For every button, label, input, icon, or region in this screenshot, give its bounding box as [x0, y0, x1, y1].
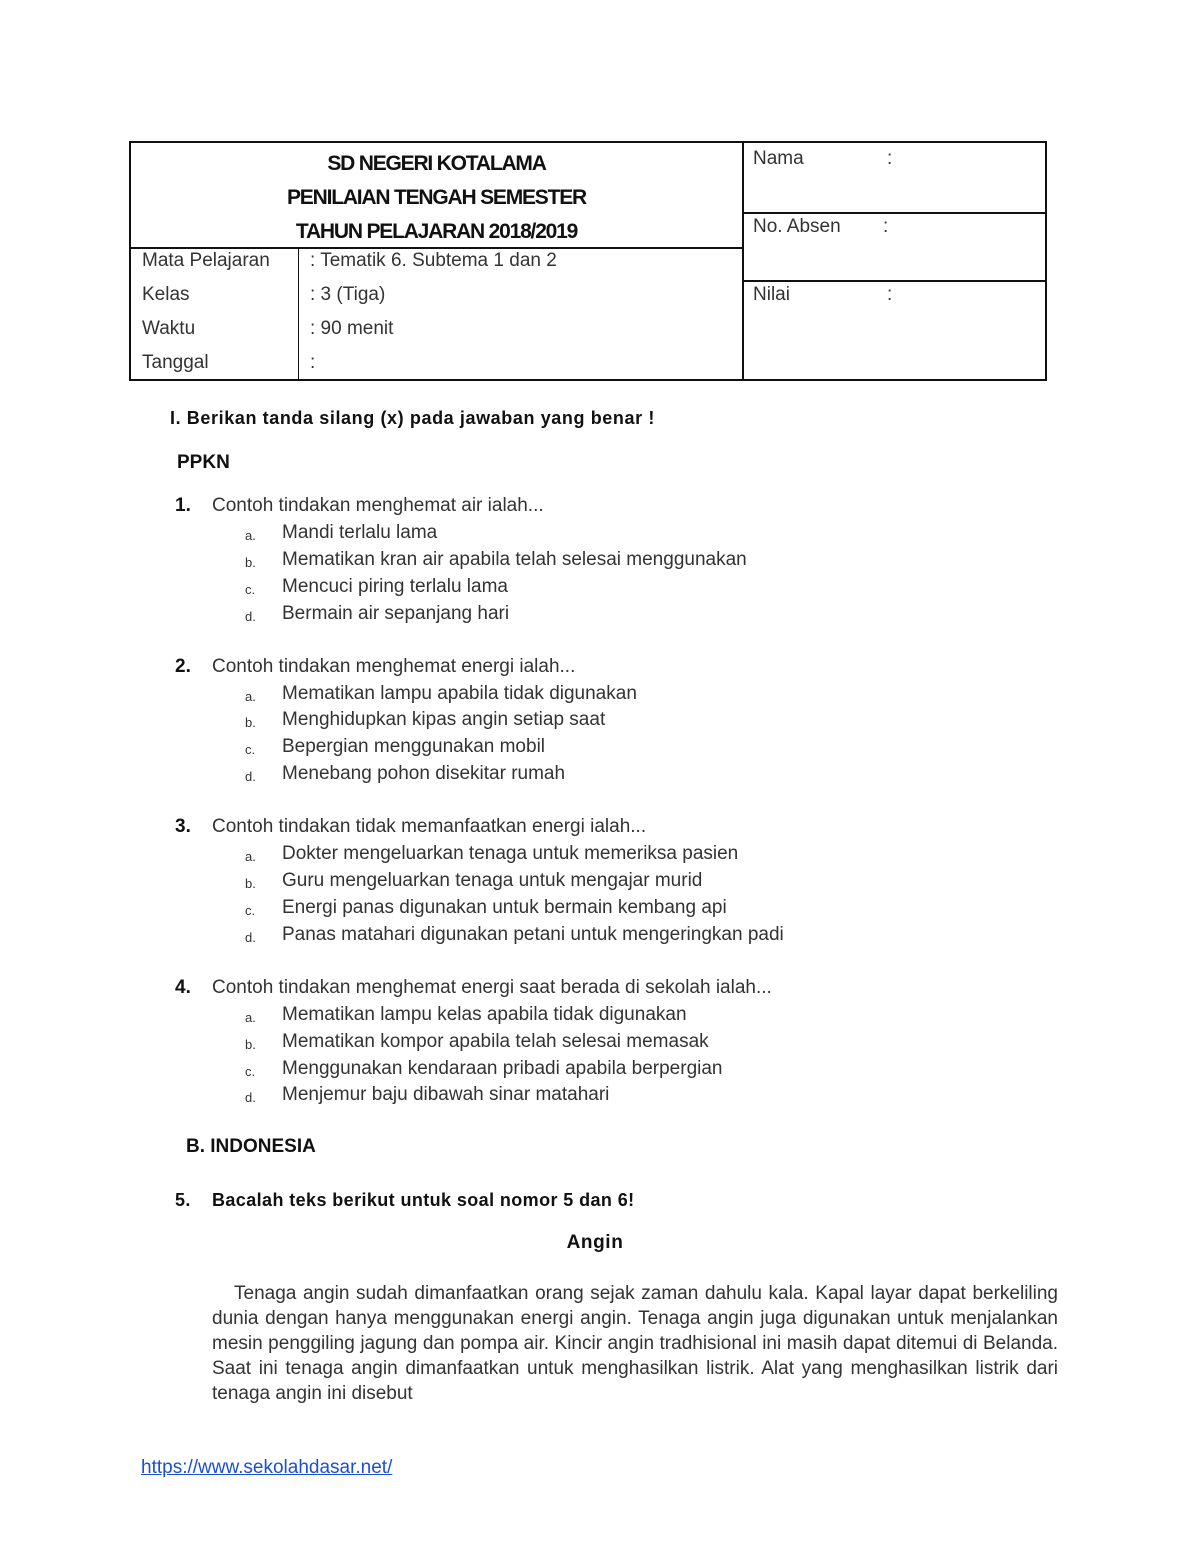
- school-title: [131, 147, 742, 249]
- option-text: Mematikan kran air apabila telah selesai menggunakan: [282, 549, 747, 570]
- option-letter: a.: [245, 849, 256, 864]
- table-divider: [298, 248, 299, 379]
- option-text: Bermain air sepanjang hari: [282, 603, 510, 624]
- question-number: 3.: [175, 816, 191, 837]
- school-name: SD NEGERI KOTALAMA: [327, 152, 546, 175]
- option-letter: b.: [245, 1037, 256, 1052]
- question-number: 4.: [175, 977, 191, 998]
- score-field-label: Nilai: [753, 284, 790, 305]
- option-text: Bepergian menggunakan mobil: [282, 736, 546, 757]
- name-field-colon: :: [887, 148, 893, 169]
- name-field-label: Nama: [753, 148, 804, 169]
- question-text: Contoh tindakan menghemat energi ialah...: [212, 656, 576, 677]
- option-text: Dokter mengeluarkan tenaga untuk memeriksa pasien: [282, 843, 739, 864]
- option-letter: b.: [245, 876, 256, 891]
- header-table: [129, 141, 1047, 381]
- option-letter: a.: [245, 1010, 256, 1025]
- info-value-time: : 90 menit: [310, 318, 394, 339]
- option-text: Energi panas digunakan untuk bermain kembang api: [282, 897, 727, 918]
- option-letter: c.: [245, 742, 256, 757]
- info-value-subject: : Tematik 6. Subtema 1 dan 2: [310, 250, 557, 271]
- info-label-class: Kelas: [142, 284, 190, 305]
- option-text: Menghidupkan kipas angin setiap saat: [282, 709, 606, 730]
- option-letter: a.: [245, 528, 256, 543]
- option-text: Guru mengeluarkan tenaga untuk mengajar murid: [282, 870, 703, 891]
- option-letter: b.: [245, 715, 256, 730]
- option-text: Menebang pohon disekitar rumah: [282, 763, 566, 784]
- academic-year: TAHUN PELAJARAN 2018/2019: [295, 220, 578, 243]
- option-text: Mematikan kompor apabila telah selesai memasak: [282, 1031, 709, 1052]
- footer-link[interactable]: https://www.sekolahdasar.net/: [141, 1457, 393, 1478]
- option-letter: c.: [245, 1064, 256, 1079]
- question-number: 5.: [175, 1190, 191, 1210]
- question-text: Contoh tindakan menghemat air ialah...: [212, 495, 544, 516]
- question-text: Bacalah teks berikut untuk soal nomor 5 dan 6!: [212, 1190, 635, 1210]
- section-heading-ppkn: PPKN: [177, 452, 230, 473]
- info-value-class: : 3 (Tiga): [310, 284, 386, 305]
- option-text: Menggunakan kendaraan pribadi apabila berpergian: [282, 1058, 723, 1079]
- option-text: Mencuci piring terlalu lama: [282, 576, 508, 597]
- option-letter: d.: [245, 930, 256, 945]
- option-text: Mematikan lampu kelas apabila tidak digunakan: [282, 1004, 687, 1025]
- instruction: I. Berikan tanda silang (x) pada jawaban yang benar !: [170, 408, 655, 428]
- question-number: 2.: [175, 656, 191, 677]
- option-text: Menjemur baju dibawah sinar matahari: [282, 1084, 610, 1105]
- info-label-date: Tanggal: [142, 352, 209, 373]
- option-letter: d.: [245, 609, 256, 624]
- option-letter: d.: [245, 1090, 256, 1105]
- question-text: Contoh tindakan tidak memanfaatkan energi ialah...: [212, 816, 647, 837]
- exam-name: PENILAIAN TENGAH SEMESTER: [286, 186, 587, 209]
- reading-title: Angin: [566, 1232, 624, 1253]
- option-text: Mematikan lampu apabila tidak digunakan: [282, 683, 637, 704]
- option-letter: a.: [245, 689, 256, 704]
- info-label-subject: Mata Pelajaran: [142, 250, 270, 271]
- table-divider: [742, 143, 744, 379]
- option-text: Panas matahari digunakan petani untuk mengeringkan padi: [282, 924, 784, 945]
- score-field-colon: :: [887, 284, 893, 305]
- info-value-date: :: [310, 352, 316, 373]
- absen-field-colon: :: [883, 216, 889, 237]
- absen-field-label: No. Absen: [753, 216, 841, 237]
- reading-paragraph: Tenaga angin sudah dimanfaatkan orang sejak zaman dahulu kala. Kapal layar dapat berkeliling dunia dengan hanya menggunakan energi angin. Tenaga angin juga digunakan untuk menjalankan mesin penggiling jagung dan pompa air. Kincir angin tradhisional ini masih dapat ditemui di Belanda. Saat ini tenaga angin dimanfaatkan untuk menghasilkan listrik. Alat yang menghasilkan listrik dari tenaga angin ini disebut: [212, 1283, 1058, 1404]
- table-divider: [742, 280, 1047, 282]
- option-letter: d.: [245, 769, 256, 784]
- option-letter: b.: [245, 555, 256, 570]
- option-text: Mandi terlalu lama: [282, 522, 438, 543]
- question-number: 1.: [175, 495, 191, 516]
- option-letter: c.: [245, 582, 256, 597]
- option-letter: c.: [245, 903, 256, 918]
- section-heading-bindonesia: B. INDONESIA: [186, 1136, 316, 1157]
- info-label-time: Waktu: [142, 318, 196, 339]
- question-text: Contoh tindakan menghemat energi saat berada di sekolah ialah...: [212, 977, 772, 998]
- table-divider: [742, 212, 1047, 214]
